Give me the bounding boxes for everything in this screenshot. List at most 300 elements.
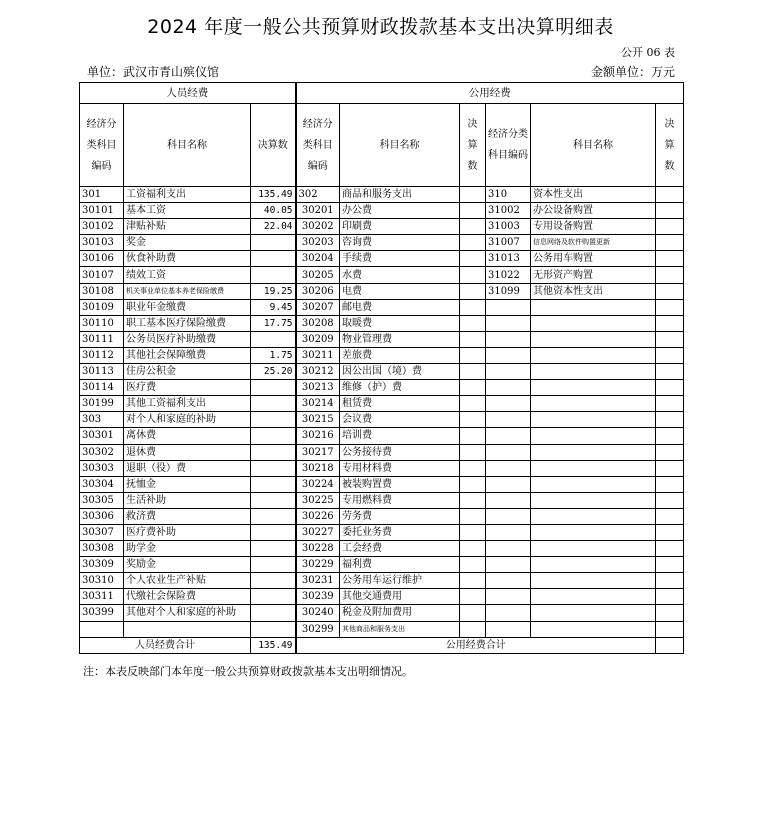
personnel-amount-cell xyxy=(251,444,296,460)
empty-cell xyxy=(486,621,531,637)
personnel-amount-cell: 22.04 xyxy=(251,219,296,235)
public-amount-cell xyxy=(460,396,486,412)
public-amount-cell xyxy=(460,541,486,557)
public-total-label: 公用经费合计 xyxy=(296,637,656,653)
public-code-cell: 30202 xyxy=(296,219,340,235)
empty-cell xyxy=(531,621,656,637)
public-name-cell: 公务用车运行维护 xyxy=(340,573,460,589)
empty-cell xyxy=(656,412,684,428)
empty-cell xyxy=(486,476,531,492)
public-amount-cell xyxy=(460,428,486,444)
capital-code-cell: 31002 xyxy=(486,203,531,219)
personnel-code-cell: 303 xyxy=(80,412,124,428)
header-code-public-b: 经济分类科目编码 xyxy=(486,104,531,187)
personnel-code-cell: 30311 xyxy=(80,589,124,605)
empty-cell xyxy=(531,508,656,524)
public-name-cell: 维修（护）费 xyxy=(340,380,460,396)
public-amount-cell xyxy=(460,557,486,573)
public-name-cell: 专用材料费 xyxy=(340,460,460,476)
personnel-amount-cell xyxy=(251,557,296,573)
personnel-amount-cell xyxy=(251,460,296,476)
header-name-public-a: 科目名称 xyxy=(340,104,460,187)
capital-code-cell: 31099 xyxy=(486,283,531,299)
public-code-cell: 30214 xyxy=(296,396,340,412)
public-amount-cell xyxy=(460,476,486,492)
personnel-code-cell: 30107 xyxy=(80,267,124,283)
public-name-cell: 物业管理费 xyxy=(340,331,460,347)
capital-amount-cell xyxy=(656,219,684,235)
empty-cell xyxy=(656,621,684,637)
capital-code-cell: 31013 xyxy=(486,251,531,267)
empty-cell xyxy=(486,428,531,444)
capital-amount-cell xyxy=(656,203,684,219)
public-code-cell: 30231 xyxy=(296,573,340,589)
public-code-cell: 30240 xyxy=(296,605,340,621)
personnel-code-cell: 30306 xyxy=(80,508,124,524)
section-header-row xyxy=(80,83,684,104)
empty-cell xyxy=(656,605,684,621)
empty-cell xyxy=(531,428,656,444)
personnel-amount-cell xyxy=(251,331,296,347)
personnel-name-cell: 奖金 xyxy=(124,235,251,251)
personnel-amount-cell xyxy=(251,621,296,637)
table-row xyxy=(80,267,684,283)
public-amount-cell xyxy=(460,492,486,508)
capital-name-cell: 其他资本性支出 xyxy=(531,283,656,299)
table-row xyxy=(80,283,684,299)
personnel-name-cell: 对个人和家庭的补助 xyxy=(124,412,251,428)
table-row xyxy=(80,299,684,315)
personnel-code-cell: 30108 xyxy=(80,283,124,299)
table-row xyxy=(80,203,684,219)
empty-cell xyxy=(656,444,684,460)
empty-cell xyxy=(531,444,656,460)
table-row xyxy=(80,251,684,267)
table-row xyxy=(80,187,684,203)
header-code-public-a: 经济分类科目编码 xyxy=(296,104,340,187)
personnel-code-cell: 30199 xyxy=(80,396,124,412)
capital-code-cell: 31022 xyxy=(486,267,531,283)
empty-cell xyxy=(656,541,684,557)
personnel-code-cell: 30304 xyxy=(80,476,124,492)
personnel-total-label: 人员经费合计 xyxy=(80,637,251,653)
empty-cell xyxy=(531,573,656,589)
public-code-cell: 30209 xyxy=(296,331,340,347)
public-name-cell: 福利费 xyxy=(340,557,460,573)
public-code-cell: 30206 xyxy=(296,283,340,299)
public-name-cell: 手续费 xyxy=(340,251,460,267)
capital-code-cell: 31003 xyxy=(486,219,531,235)
capital-name-cell: 信息网络及软件购置更新 xyxy=(531,235,656,251)
table-row xyxy=(80,460,684,476)
table-row xyxy=(80,235,684,251)
capital-code-cell: 310 xyxy=(486,187,531,203)
personnel-code-cell: 30309 xyxy=(80,557,124,573)
personnel-amount-cell: 19.25 xyxy=(251,283,296,299)
personnel-name-cell: 住房公积金 xyxy=(124,364,251,380)
personnel-code-cell: 301 xyxy=(80,187,124,203)
public-amount-cell xyxy=(460,460,486,476)
header-code-personnel: 经济分类科目编码 xyxy=(80,104,124,187)
empty-cell xyxy=(486,364,531,380)
public-name-cell: 租赁费 xyxy=(340,396,460,412)
personnel-code-cell: 30110 xyxy=(80,315,124,331)
empty-cell xyxy=(531,541,656,557)
personnel-code-cell: 30114 xyxy=(80,380,124,396)
personnel-code-cell xyxy=(80,621,124,637)
table-row xyxy=(80,331,684,347)
public-name-cell: 被装购置费 xyxy=(340,476,460,492)
personnel-amount-cell: 135.49 xyxy=(251,187,296,203)
capital-amount-cell xyxy=(656,235,684,251)
personnel-name-cell: 其他对个人和家庭的补助 xyxy=(124,605,251,621)
personnel-name-cell: 助学金 xyxy=(124,541,251,557)
personnel-amount-cell xyxy=(251,380,296,396)
public-code-cell: 30228 xyxy=(296,541,340,557)
table-row xyxy=(80,364,684,380)
public-name-cell: 其他商品和服务支出 xyxy=(340,621,460,637)
public-amount-cell xyxy=(460,508,486,524)
public-name-cell: 商品和服务支出 xyxy=(340,187,460,203)
public-amount-cell xyxy=(460,267,486,283)
public-name-cell: 印刷费 xyxy=(340,219,460,235)
empty-cell xyxy=(531,460,656,476)
empty-cell xyxy=(656,476,684,492)
empty-cell xyxy=(531,299,656,315)
table-row xyxy=(80,557,684,573)
personnel-name-cell xyxy=(124,621,251,637)
empty-cell xyxy=(486,605,531,621)
empty-cell xyxy=(531,589,656,605)
capital-name-cell: 办公设备购置 xyxy=(531,203,656,219)
empty-cell xyxy=(486,347,531,363)
public-amount-cell xyxy=(460,235,486,251)
public-name-cell: 办公费 xyxy=(340,203,460,219)
empty-cell xyxy=(656,396,684,412)
personnel-code-cell: 30308 xyxy=(80,541,124,557)
personnel-code-cell: 30101 xyxy=(80,203,124,219)
empty-cell xyxy=(531,476,656,492)
personnel-amount-cell: 25.20 xyxy=(251,364,296,380)
capital-name-cell: 公务用车购置 xyxy=(531,251,656,267)
personnel-amount-cell: 17.75 xyxy=(251,315,296,331)
column-header-row xyxy=(80,104,684,187)
public-name-cell: 税金及附加费用 xyxy=(340,605,460,621)
public-name-cell: 专用燃料费 xyxy=(340,492,460,508)
empty-cell xyxy=(486,573,531,589)
public-code-cell: 30217 xyxy=(296,444,340,460)
public-amount-cell xyxy=(460,187,486,203)
empty-cell xyxy=(486,315,531,331)
capital-amount-cell xyxy=(656,283,684,299)
public-code-cell: 30208 xyxy=(296,315,340,331)
public-name-cell: 工会经费 xyxy=(340,541,460,557)
table-row xyxy=(80,315,684,331)
public-amount-cell xyxy=(460,219,486,235)
public-code-cell: 30211 xyxy=(296,347,340,363)
public-amount-cell xyxy=(460,203,486,219)
personnel-name-cell: 退职（役）费 xyxy=(124,460,251,476)
public-code-cell: 30204 xyxy=(296,251,340,267)
public-name-cell: 差旅费 xyxy=(340,347,460,363)
table-row xyxy=(80,428,684,444)
empty-cell xyxy=(486,299,531,315)
empty-cell xyxy=(486,380,531,396)
public-code-cell: 30227 xyxy=(296,524,340,540)
public-name-cell: 委托业务费 xyxy=(340,524,460,540)
public-amount-cell xyxy=(460,251,486,267)
public-code-cell: 30216 xyxy=(296,428,340,444)
personnel-code-cell: 30111 xyxy=(80,331,124,347)
section-personnel: 人员经费 xyxy=(80,83,296,104)
table-row xyxy=(80,492,684,508)
personnel-name-cell: 绩效工资 xyxy=(124,267,251,283)
public-amount-cell xyxy=(460,283,486,299)
public-total-amount xyxy=(656,637,684,653)
personnel-code-cell: 30307 xyxy=(80,524,124,540)
personnel-amount-cell xyxy=(251,412,296,428)
empty-cell xyxy=(656,299,684,315)
capital-amount-cell xyxy=(656,251,684,267)
table-row xyxy=(80,573,684,589)
public-name-cell: 会议费 xyxy=(340,412,460,428)
personnel-amount-cell xyxy=(251,396,296,412)
empty-cell xyxy=(656,347,684,363)
public-code-cell: 30239 xyxy=(296,589,340,605)
public-name-cell: 其他交通费用 xyxy=(340,589,460,605)
empty-cell xyxy=(486,331,531,347)
public-name-cell: 电费 xyxy=(340,283,460,299)
empty-cell xyxy=(486,412,531,428)
personnel-amount-cell xyxy=(251,251,296,267)
empty-cell xyxy=(656,460,684,476)
personnel-amount-cell xyxy=(251,524,296,540)
expenditure-detail-table xyxy=(79,82,684,654)
personnel-name-cell: 医疗费补助 xyxy=(124,524,251,540)
personnel-name-cell: 生活补助 xyxy=(124,492,251,508)
empty-cell xyxy=(656,315,684,331)
public-amount-cell xyxy=(460,524,486,540)
personnel-code-cell: 30303 xyxy=(80,460,124,476)
table-row xyxy=(80,508,684,524)
public-code-cell: 30203 xyxy=(296,235,340,251)
public-name-cell: 因公出国（境）费 xyxy=(340,364,460,380)
personnel-name-cell: 抚恤金 xyxy=(124,476,251,492)
personnel-code-cell: 30399 xyxy=(80,605,124,621)
empty-cell xyxy=(531,396,656,412)
public-amount-cell xyxy=(460,573,486,589)
personnel-name-cell: 其他工资福利支出 xyxy=(124,396,251,412)
capital-name-cell: 无形资产购置 xyxy=(531,267,656,283)
table-row xyxy=(80,541,684,557)
public-name-cell: 培训费 xyxy=(340,428,460,444)
table-note: 注：本表反映部门本年度一般公共预算财政拨款基本支出明细情况。 xyxy=(83,665,413,678)
empty-cell xyxy=(656,364,684,380)
public-code-cell: 30212 xyxy=(296,364,340,380)
empty-cell xyxy=(531,364,656,380)
header-amount-personnel: 决算数 xyxy=(251,104,296,187)
empty-cell xyxy=(531,315,656,331)
empty-cell xyxy=(656,428,684,444)
personnel-name-cell: 津贴补贴 xyxy=(124,219,251,235)
public-code-cell: 30213 xyxy=(296,380,340,396)
public-amount-cell xyxy=(460,364,486,380)
personnel-amount-cell xyxy=(251,541,296,557)
personnel-code-cell: 30301 xyxy=(80,428,124,444)
personnel-name-cell: 退休费 xyxy=(124,444,251,460)
empty-cell xyxy=(656,380,684,396)
capital-amount-cell xyxy=(656,267,684,283)
empty-cell xyxy=(656,524,684,540)
personnel-name-cell: 工资福利支出 xyxy=(124,187,251,203)
public-amount-cell xyxy=(460,621,486,637)
public-amount-cell xyxy=(460,331,486,347)
personnel-code-cell: 30310 xyxy=(80,573,124,589)
personnel-amount-cell xyxy=(251,235,296,251)
personnel-amount-cell: 1.75 xyxy=(251,347,296,363)
personnel-amount-cell xyxy=(251,589,296,605)
public-name-cell: 水费 xyxy=(340,267,460,283)
personnel-total-amount: 135.49 xyxy=(251,637,296,653)
table-row xyxy=(80,589,684,605)
empty-cell xyxy=(486,557,531,573)
public-amount-cell xyxy=(460,299,486,315)
personnel-amount-cell xyxy=(251,267,296,283)
header-name-personnel: 科目名称 xyxy=(124,104,251,187)
personnel-code-cell: 30106 xyxy=(80,251,124,267)
empty-cell xyxy=(486,396,531,412)
public-amount-cell xyxy=(460,589,486,605)
empty-cell xyxy=(486,541,531,557)
public-code-cell: 302 xyxy=(296,187,340,203)
personnel-code-cell: 30113 xyxy=(80,364,124,380)
personnel-name-cell: 离休费 xyxy=(124,428,251,444)
public-code-cell: 30229 xyxy=(296,557,340,573)
personnel-name-cell: 个人农业生产补贴 xyxy=(124,573,251,589)
personnel-name-cell: 公务员医疗补助缴费 xyxy=(124,331,251,347)
public-name-cell: 咨询费 xyxy=(340,235,460,251)
empty-cell xyxy=(656,508,684,524)
public-amount-cell xyxy=(460,412,486,428)
personnel-amount-cell: 40.05 xyxy=(251,203,296,219)
public-code-cell: 30218 xyxy=(296,460,340,476)
personnel-code-cell: 30305 xyxy=(80,492,124,508)
personnel-name-cell: 基本工资 xyxy=(124,203,251,219)
personnel-code-cell: 30112 xyxy=(80,347,124,363)
personnel-amount-cell xyxy=(251,605,296,621)
personnel-name-cell: 代缴社会保险费 xyxy=(124,589,251,605)
table-row xyxy=(80,396,684,412)
personnel-name-cell: 职业年金缴费 xyxy=(124,299,251,315)
empty-cell xyxy=(531,412,656,428)
personnel-code-cell: 30102 xyxy=(80,219,124,235)
empty-cell xyxy=(486,460,531,476)
table-row xyxy=(80,347,684,363)
personnel-amount-cell: 9.45 xyxy=(251,299,296,315)
empty-cell xyxy=(486,508,531,524)
public-name-cell: 公务接待费 xyxy=(340,444,460,460)
capital-name-cell: 专用设备购置 xyxy=(531,219,656,235)
public-code-cell: 30201 xyxy=(296,203,340,219)
public-amount-cell xyxy=(460,605,486,621)
empty-cell xyxy=(531,380,656,396)
empty-cell xyxy=(531,331,656,347)
empty-cell xyxy=(656,589,684,605)
section-public: 公用经费 xyxy=(296,83,684,104)
capital-code-cell: 31007 xyxy=(486,235,531,251)
unit-label: 单位：武汉市青山殡仪馆 xyxy=(87,65,220,79)
header-name-public-b: 科目名称 xyxy=(531,104,656,187)
table-row xyxy=(80,380,684,396)
capital-name-cell: 资本性支出 xyxy=(531,187,656,203)
personnel-name-cell: 医疗费 xyxy=(124,380,251,396)
empty-cell xyxy=(656,557,684,573)
empty-cell xyxy=(656,331,684,347)
empty-cell xyxy=(531,347,656,363)
public-code-cell: 30215 xyxy=(296,412,340,428)
personnel-amount-cell xyxy=(251,476,296,492)
personnel-amount-cell xyxy=(251,573,296,589)
table-row xyxy=(80,444,684,460)
public-code-cell: 30205 xyxy=(296,267,340,283)
table-row xyxy=(80,605,684,621)
empty-cell xyxy=(486,524,531,540)
personnel-name-cell: 伙食补助费 xyxy=(124,251,251,267)
empty-cell xyxy=(486,444,531,460)
personnel-name-cell: 救济费 xyxy=(124,508,251,524)
money-unit-label: 金额单位：万元 xyxy=(590,65,675,79)
table-row xyxy=(80,412,684,428)
capital-amount-cell xyxy=(656,187,684,203)
personnel-amount-cell xyxy=(251,508,296,524)
public-amount-cell xyxy=(460,315,486,331)
table-row xyxy=(80,476,684,492)
empty-cell xyxy=(531,557,656,573)
empty-cell xyxy=(486,492,531,508)
public-name-cell: 劳务费 xyxy=(340,508,460,524)
public-code-cell: 30207 xyxy=(296,299,340,315)
personnel-name-cell: 机关事业单位基本养老保险缴费 xyxy=(124,283,251,299)
public-amount-cell xyxy=(460,444,486,460)
empty-cell xyxy=(531,492,656,508)
public-amount-cell xyxy=(460,380,486,396)
totals-row xyxy=(80,637,684,653)
empty-cell xyxy=(656,573,684,589)
header-amount-public-b: 决算数 xyxy=(656,104,684,187)
personnel-name-cell: 奖励金 xyxy=(124,557,251,573)
personnel-amount-cell xyxy=(251,428,296,444)
header-amount-public-a: 决算数 xyxy=(460,104,486,187)
public-amount-cell xyxy=(460,347,486,363)
personnel-code-cell: 30302 xyxy=(80,444,124,460)
page-title: 2024 年度一般公共预算财政拨款基本支出决算明细表 xyxy=(147,16,614,38)
personnel-code-cell: 30103 xyxy=(80,235,124,251)
empty-cell xyxy=(531,524,656,540)
personnel-name-cell: 其他社会保障缴费 xyxy=(124,347,251,363)
empty-cell xyxy=(486,589,531,605)
personnel-amount-cell xyxy=(251,492,296,508)
form-number: 公开 06 表 xyxy=(621,46,675,59)
empty-cell xyxy=(656,492,684,508)
public-code-cell: 30226 xyxy=(296,508,340,524)
public-name-cell: 取暖费 xyxy=(340,315,460,331)
table-row xyxy=(80,524,684,540)
public-name-cell: 邮电费 xyxy=(340,299,460,315)
table-row xyxy=(80,219,684,235)
public-code-cell: 30299 xyxy=(296,621,340,637)
public-code-cell: 30225 xyxy=(296,492,340,508)
personnel-name-cell: 职工基本医疗保险缴费 xyxy=(124,315,251,331)
